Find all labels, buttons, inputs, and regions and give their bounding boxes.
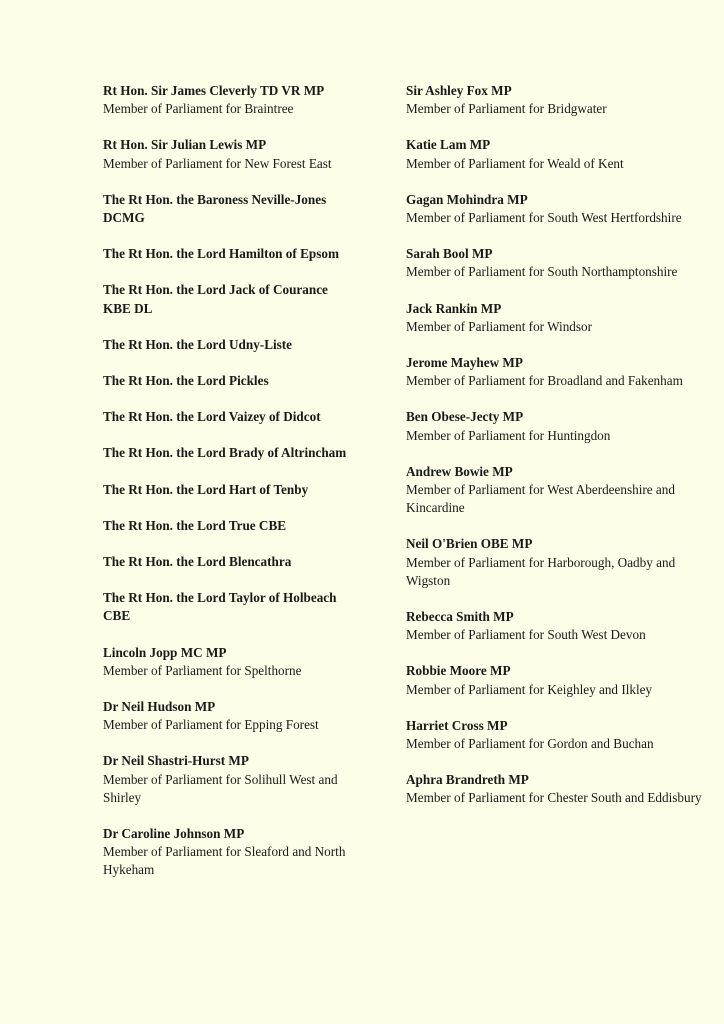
left-column: [103, 82, 353, 898]
signatory-role: Member of Parliament for South West Devon: [406, 627, 646, 643]
signatory-role: Member of Parliament for Windsor: [406, 318, 593, 334]
signatory-name: The Rt Hon. the Baroness Neville-Jones DCMG: [103, 191, 327, 226]
signatory-name: Dr Caroline Johnson MP: [103, 826, 245, 842]
signatory-entry: [103, 408, 353, 426]
signatory-name: Harriet Cross MP: [406, 717, 508, 733]
signatory-role: Member of Parliament for Huntingdon: [406, 427, 611, 443]
signatory-name: Gagan Mohindra MP: [406, 191, 528, 207]
signatory-name: Rt Hon. Sir James Cleverly TD VR MP: [103, 83, 325, 98]
signatory-entry: [103, 517, 353, 535]
signatory-role: Member of Parliament for New Forest East: [103, 155, 332, 171]
signatory-entry: [103, 372, 353, 390]
signatory-entry: [406, 82, 706, 118]
signatory-role: Member of Parliament for Broadland and Fakenham: [406, 373, 683, 389]
signatory-name: Katie Lam MP: [406, 137, 491, 153]
signatory-entry: [406, 535, 706, 590]
signatory-name: Robbie Moore MP: [406, 663, 511, 679]
signatory-name: The Rt Hon. the Lord Hamilton of Epsom: [103, 246, 339, 262]
signatory-name: The Rt Hon. the Lord Hart of Tenby: [103, 481, 309, 497]
signatory-entry: [103, 245, 353, 263]
signatory-role: Member of Parliament for Spelthorne: [103, 662, 302, 678]
signatory-entry: [103, 553, 353, 571]
signatory-name: Jack Rankin MP: [406, 300, 502, 316]
signatory-entry: [406, 662, 706, 698]
signatory-role: Member of Parliament for Chester South and Eddisbury: [406, 790, 702, 806]
signatory-entry: [103, 825, 353, 880]
signatory-name: Neil O'Brien OBE MP: [406, 536, 533, 552]
signatory-name: Rt Hon. Sir Julian Lewis MP: [103, 137, 267, 153]
signatory-name: Lincoln Jopp MC MP: [103, 644, 227, 660]
signatory-entry: [406, 717, 706, 753]
signatory-entry: [406, 608, 706, 644]
signatory-name: The Rt Hon. the Lord True CBE: [103, 517, 287, 533]
signatory-entry: [103, 698, 353, 734]
signatory-name: The Rt Hon. the Lord Brady of Altrincham: [103, 445, 347, 461]
signatory-name: Rebecca Smith MP: [406, 609, 514, 625]
signatory-role: Member of Parliament for Gordon and Buchan: [406, 736, 654, 752]
signatory-role: Member of Parliament for Harborough, Oadby and Wigston: [406, 554, 676, 588]
signatory-entry: [103, 752, 353, 807]
signatory-name: The Rt Hon. the Lord Udny-Liste: [103, 336, 293, 352]
signatory-name: The Rt Hon. the Lord Pickles: [103, 373, 269, 389]
signatory-entry: [103, 191, 353, 227]
signatory-name: Ben Obese-Jecty MP: [406, 409, 524, 425]
signatory-role: Member of Parliament for West Aberdeenshire and Kincardine: [406, 482, 675, 516]
signatory-name: Sir Ashley Fox MP: [406, 83, 512, 98]
signatory-role: Member of Parliament for Braintree: [103, 101, 294, 117]
signatory-entry: [406, 191, 706, 227]
signatory-entry: [406, 771, 706, 807]
signatory-role: Member of Parliament for South Northamptonshire: [406, 264, 678, 280]
signatory-entry: [406, 300, 706, 336]
signatory-entry: [103, 589, 353, 625]
signatory-name: Sarah Bool MP: [406, 246, 493, 262]
signatory-role: Member of Parliament for Sleaford and North Hykeham: [103, 844, 346, 878]
signatory-name: Dr Neil Shastri-Hurst MP: [103, 753, 249, 769]
signatory-name: The Rt Hon. the Lord Blencathra: [103, 554, 292, 570]
right-column: [406, 82, 706, 826]
signatory-entry: [406, 408, 706, 444]
signatory-entry: [103, 481, 353, 499]
signatory-entry: [406, 136, 706, 172]
signatory-role: Member of Parliament for Weald of Kent: [406, 155, 624, 171]
signatory-entry: [103, 644, 353, 680]
signatory-entry: [103, 82, 353, 118]
signatory-entry: [103, 136, 353, 172]
signatory-name: Jerome Mayhew MP: [406, 355, 523, 371]
signatory-entry: [406, 245, 706, 281]
signatory-entry: [406, 354, 706, 390]
signatory-role: Member of Parliament for Keighley and Ilkley: [406, 681, 653, 697]
signatory-name: Dr Neil Hudson MP: [103, 699, 216, 715]
signatory-entry: [103, 444, 353, 462]
signatory-name: The Rt Hon. the Lord Vaizey of Didcot: [103, 409, 321, 425]
signatory-entry: [406, 463, 706, 518]
signatory-name: Andrew Bowie MP: [406, 463, 513, 479]
signatory-name: The Rt Hon. the Lord Taylor of Holbeach CBE: [103, 590, 337, 624]
signatory-entry: [103, 336, 353, 354]
signatory-name: The Rt Hon. the Lord Jack of Courance KBE DL: [103, 282, 328, 316]
signatory-role: Member of Parliament for Epping Forest: [103, 717, 319, 733]
signatory-name: Aphra Brandreth MP: [406, 772, 529, 788]
signatory-role: Member of Parliament for Solihull West and Shirley: [103, 771, 338, 805]
signatory-role: Member of Parliament for South West Hertfordshire: [406, 210, 682, 226]
signatory-entry: [103, 281, 353, 317]
signatory-role: Member of Parliament for Bridgwater: [406, 101, 607, 117]
